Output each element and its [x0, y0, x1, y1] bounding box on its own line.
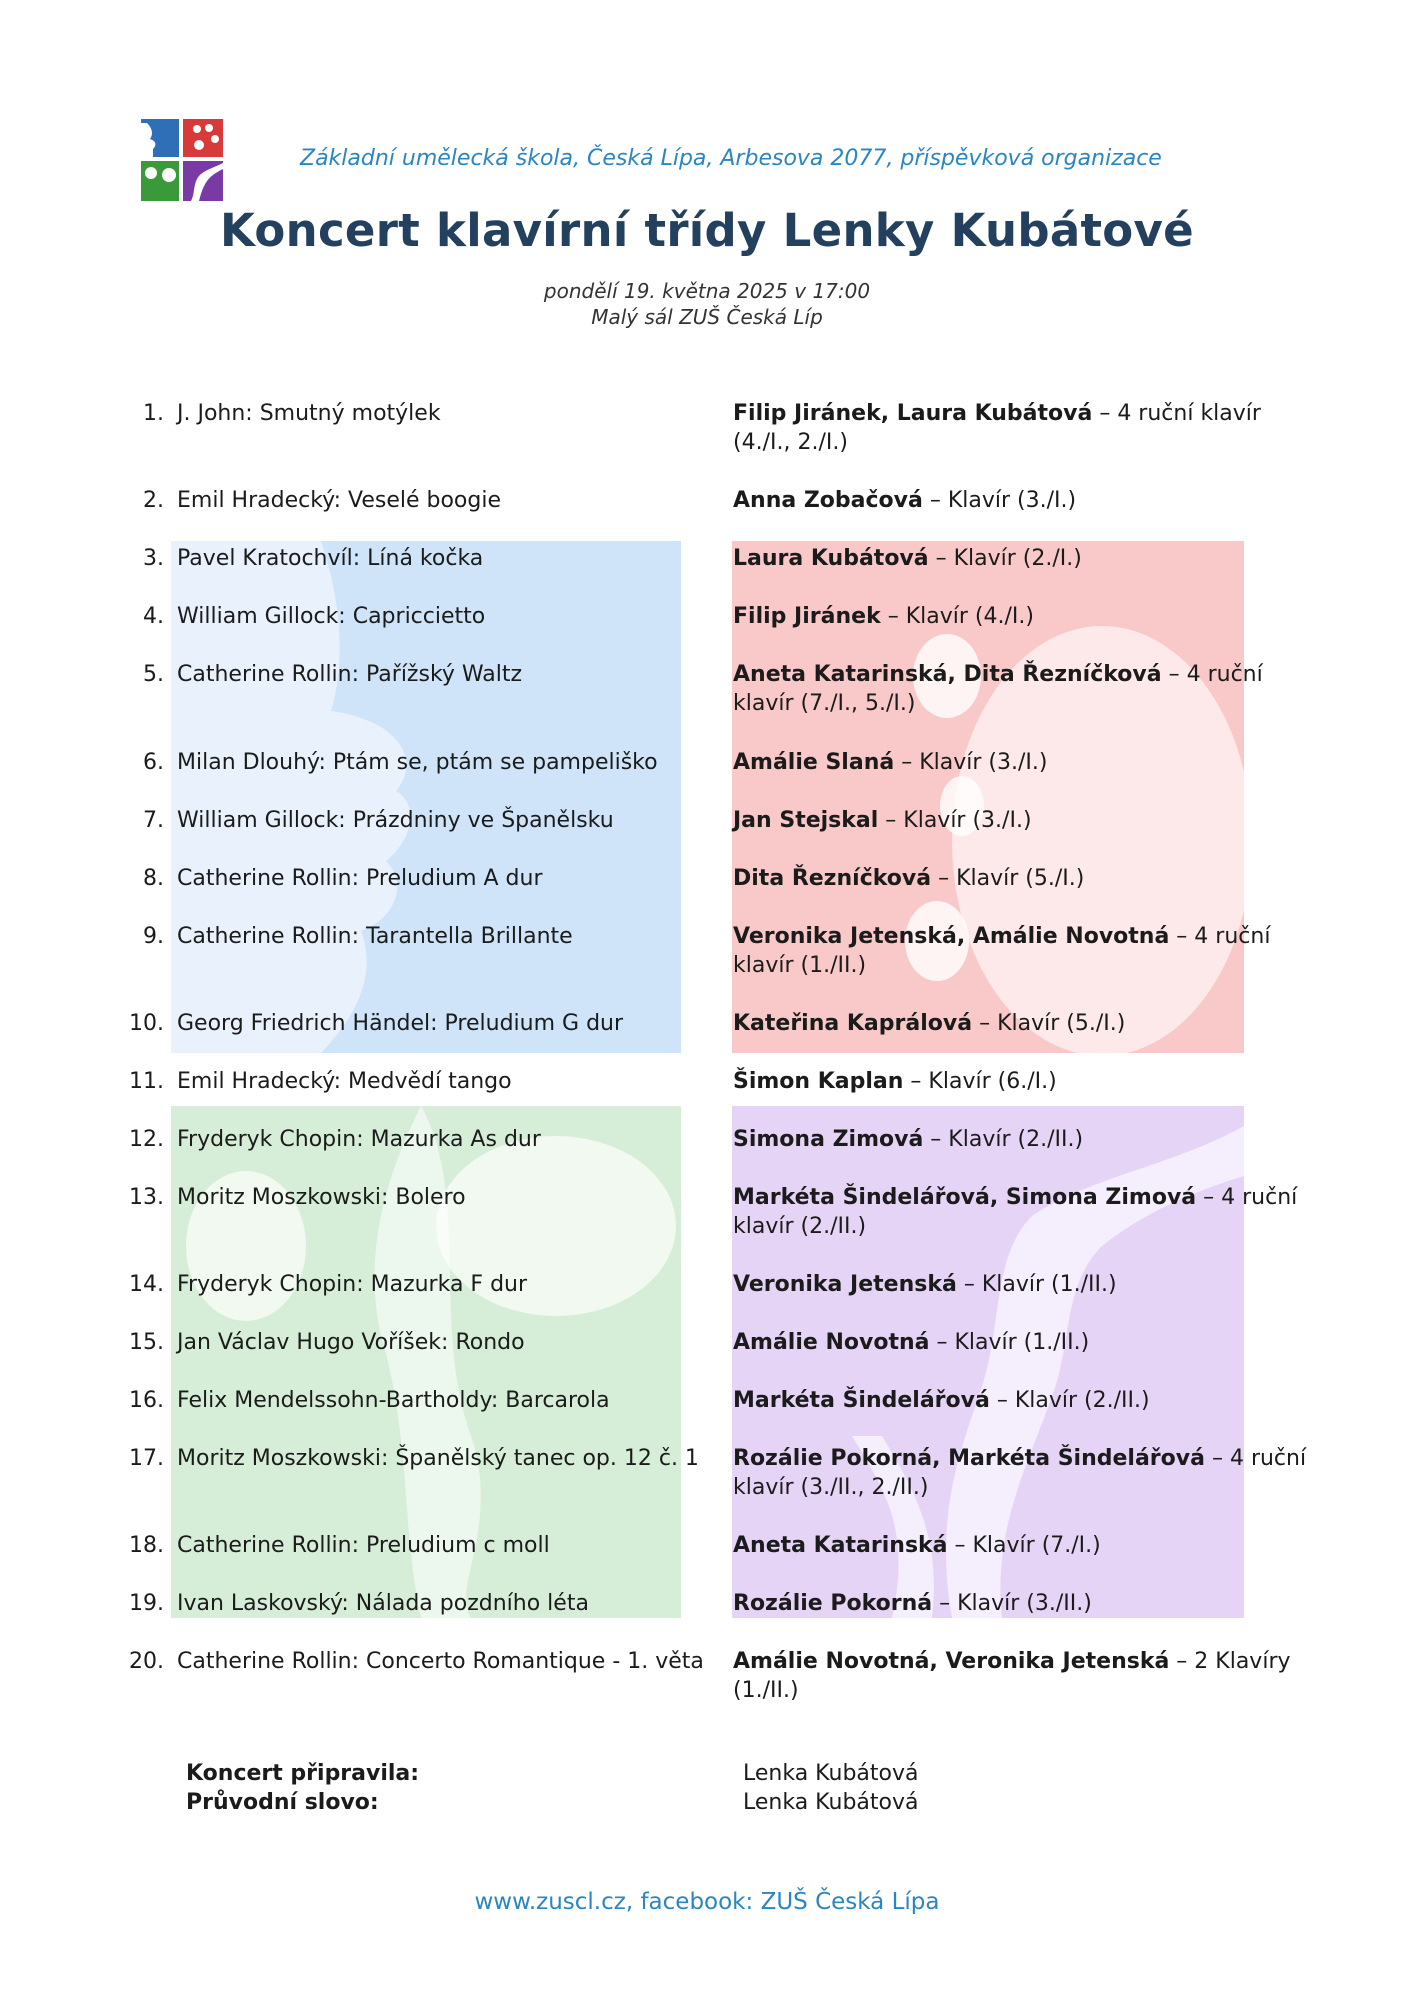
- piece-title: Jan Václav Hugo Voříšek: Rondo: [177, 1330, 525, 1355]
- item-number: 5.: [143, 662, 164, 687]
- performance-detail: – 4 ruční klavír (1./II.): [733, 924, 1271, 978]
- item-number: 17.: [129, 1446, 164, 1471]
- performance-detail: – Klavír (2./II.): [923, 1127, 1084, 1152]
- performance-detail: – Klavír (5./I.): [931, 866, 1085, 891]
- performer-cell: [733, 1270, 1313, 1299]
- item-number: 11.: [129, 1069, 164, 1094]
- performer-names: Aneta Katarinská, Dita Řezníčková: [733, 662, 1162, 687]
- credit-value-prepared: Lenka Kubátová: [743, 1761, 919, 1786]
- performer-cell: [733, 544, 1313, 573]
- performer-names: Filip Jiránek, Laura Kubátová: [733, 401, 1093, 426]
- piece-title: Fryderyk Chopin: Mazurka F dur: [177, 1272, 528, 1297]
- item-number: 13.: [129, 1185, 164, 1210]
- item-number: 8.: [143, 866, 164, 891]
- item-number: 16.: [129, 1388, 164, 1413]
- piece-title: Catherine Rollin: Preludium A dur: [177, 866, 543, 891]
- piece-title: Emil Hradecký: Medvědí tango: [177, 1069, 512, 1094]
- performer-names: Veronika Jetenská, Amálie Novotná: [733, 924, 1170, 949]
- performance-detail: – Klavír (1./II.): [929, 1330, 1090, 1355]
- performance-detail: – Klavír (2./II.): [989, 1388, 1150, 1413]
- item-number: 7.: [143, 808, 164, 833]
- performer-names: Amálie Novotná, Veronika Jetenská: [733, 1649, 1170, 1674]
- performer-cell: [733, 748, 1313, 777]
- performer-cell: [733, 1125, 1313, 1154]
- piece-title: Ivan Laskovský: Nálada pozdního léta: [177, 1591, 589, 1616]
- piece-title: Catherine Rollin: Preludium c moll: [177, 1533, 550, 1558]
- performer-cell: [733, 922, 1313, 980]
- performer-cell: [733, 660, 1313, 718]
- performer-cell: [733, 1444, 1313, 1502]
- footer-links: www.zuscl.cz, facebook: ZUŠ Česká Lípa: [474, 1889, 940, 1915]
- piece-title: Catherine Rollin: Pařížský Waltz: [177, 662, 523, 687]
- performer-names: Simona Zimová: [733, 1127, 924, 1152]
- piece-title: Catherine Rollin: Tarantella Brillante: [177, 924, 573, 949]
- performance-detail: – Klavír (5./I.): [972, 1011, 1126, 1036]
- item-number: 20.: [129, 1649, 164, 1674]
- performer-names: Aneta Katarinská: [733, 1533, 948, 1558]
- performer-cell: [733, 1009, 1313, 1038]
- performer-cell: [733, 399, 1313, 457]
- concert-date: pondělí 19. května 2025 v 17:00: [543, 279, 871, 303]
- piece-title: Milan Dlouhý: Ptám se, ptám se pampeliško: [177, 750, 658, 775]
- performance-detail: – Klavír (3./I.): [894, 750, 1048, 775]
- performer-cell: [733, 1328, 1313, 1357]
- item-number: 12.: [129, 1127, 164, 1152]
- performer-names: Šimon Kaplan: [733, 1069, 904, 1094]
- school-name: Základní umělecká škola, Česká Lípa, Arbesova 2077, příspěvková organizace: [300, 146, 1162, 171]
- item-number: 1.: [143, 401, 164, 426]
- performance-detail: – Klavír (1./II.): [956, 1272, 1117, 1297]
- performer-names: Rozálie Pokorná, Markéta Šindelářová: [733, 1446, 1205, 1471]
- item-number: 9.: [143, 924, 164, 949]
- piece-title: Fryderyk Chopin: Mazurka As dur: [177, 1127, 541, 1152]
- performer-cell: [733, 806, 1313, 835]
- concert-venue: Malý sál ZUŠ Česká Líp: [591, 305, 823, 329]
- item-number: 6.: [143, 750, 164, 775]
- performer-cell: [733, 1183, 1313, 1241]
- concert-title: Koncert klavírní třídy Lenky Kubátové: [220, 204, 1194, 257]
- piece-title: William Gillock: Prázdniny ve Španělsku: [177, 808, 614, 833]
- item-number: 2.: [143, 488, 164, 513]
- performance-detail: – Klavír (3./I.): [878, 808, 1032, 833]
- performer-cell: [733, 1589, 1313, 1618]
- performance-detail: – 4 ruční klavír (7./I., 5./I.): [733, 662, 1263, 716]
- performer-cell: [733, 1067, 1313, 1096]
- piece-title: Moritz Moszkowski: Španělský tanec op. 12 č. 1: [177, 1446, 699, 1471]
- performer-names: Laura Kubátová: [733, 546, 929, 571]
- credit-value-host: Lenka Kubátová: [743, 1790, 919, 1815]
- performance-detail: – Klavír (4./I.): [880, 604, 1034, 629]
- performance-detail: – 4 ruční klavír (4./I., 2./I.): [733, 401, 1261, 455]
- performer-cell: [733, 602, 1313, 631]
- performer-cell: [733, 1531, 1313, 1560]
- piece-title: J. John: Smutný motýlek: [177, 401, 441, 426]
- item-number: 4.: [143, 604, 164, 629]
- piece-title: Moritz Moszkowski: Bolero: [177, 1185, 466, 1210]
- credit-label-host: Průvodní slovo:: [186, 1790, 379, 1815]
- performer-cell: [733, 1386, 1313, 1415]
- performance-detail: – Klavír (2./I.): [928, 546, 1082, 571]
- performer-names: Markéta Šindelářová: [733, 1388, 990, 1413]
- performer-names: Markéta Šindelářová, Simona Zimová: [733, 1185, 1197, 1210]
- performer-names: Amálie Slaná: [733, 750, 895, 775]
- piece-title: William Gillock: Capriccietto: [177, 604, 486, 629]
- piece-title: Georg Friedrich Händel: Preludium G dur: [177, 1011, 624, 1036]
- piece-title: Catherine Rollin: Concerto Romantique - 1. věta: [177, 1649, 704, 1674]
- performance-detail: – Klavír (3./I.): [922, 488, 1077, 513]
- item-number: 18.: [129, 1533, 164, 1558]
- performance-detail: – Klavír (3./II.): [932, 1591, 1092, 1616]
- item-number: 10.: [129, 1011, 164, 1036]
- item-number: 3.: [143, 546, 164, 571]
- performer-names: Dita Řezníčková: [733, 866, 932, 891]
- performer-names: Jan Stejskal: [733, 808, 879, 833]
- performance-detail: – Klavír (7./I.): [947, 1533, 1101, 1558]
- item-number: 14.: [129, 1272, 164, 1297]
- item-number: 15.: [129, 1330, 164, 1355]
- performance-detail: – 2 Klavíry (1./II.): [733, 1649, 1291, 1703]
- performer-names: Filip Jiránek: [733, 604, 881, 629]
- performer-names: Anna Zobačová: [733, 488, 923, 513]
- performer-cell: [733, 486, 1313, 515]
- piece-title: Pavel Kratochvíl: Líná kočka: [177, 546, 484, 571]
- performer-cell: [733, 864, 1313, 893]
- performance-detail: – Klavír (6./I.): [903, 1069, 1057, 1094]
- piece-title: Emil Hradecký: Veselé boogie: [177, 488, 502, 513]
- piece-title: Felix Mendelssohn-Bartholdy: Barcarola: [177, 1388, 610, 1413]
- credit-label-prepared: Koncert připravila:: [186, 1761, 420, 1786]
- performer-names: Rozálie Pokorná: [733, 1591, 933, 1616]
- performer-names: Veronika Jetenská: [733, 1272, 957, 1297]
- performance-detail: – 4 ruční klavír (2./II.): [733, 1185, 1298, 1239]
- item-number: 19.: [129, 1591, 164, 1616]
- performance-detail: – 4 ruční klavír (3./II., 2./II.): [733, 1446, 1307, 1500]
- performer-names: Kateřina Kaprálová: [733, 1011, 973, 1036]
- performer-names: Amálie Novotná: [733, 1330, 930, 1355]
- performer-cell: [733, 1647, 1313, 1705]
